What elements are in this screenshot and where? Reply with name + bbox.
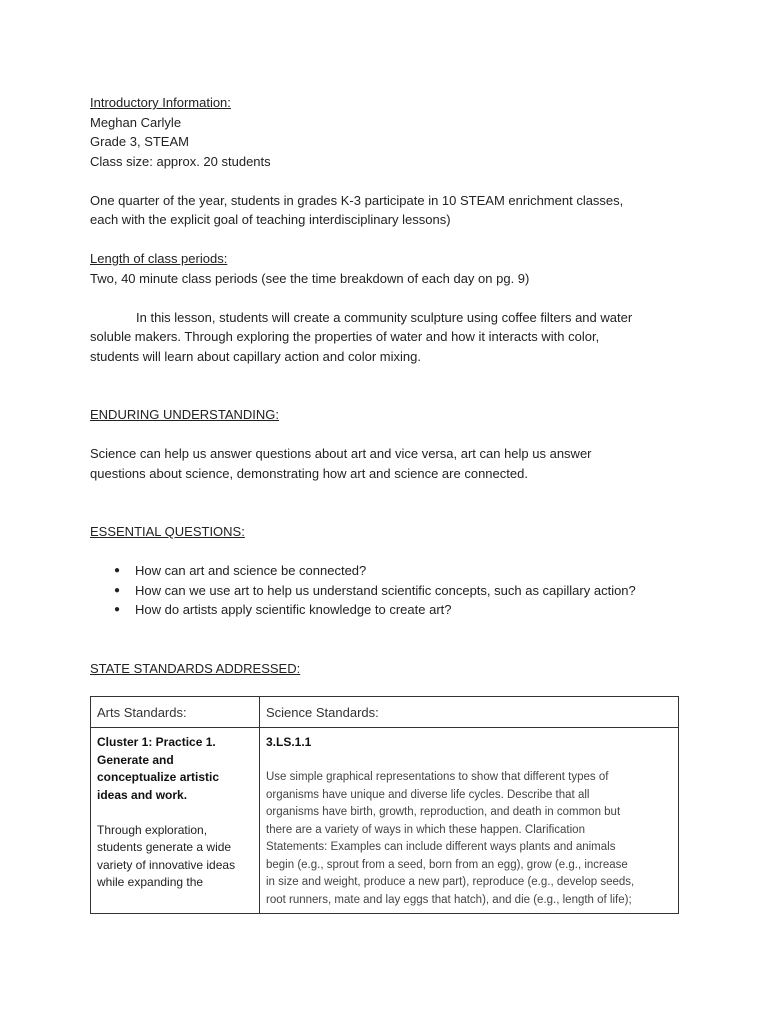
arts-title-line: Generate and [97,752,174,767]
bullet-icon: ● [114,565,121,576]
lesson-text-line2: soluble makers. Through exploring the properties of water and how it interacts with color, [90,329,600,344]
science-body-line: organisms have unique and diverse life cycles. Describe that all [266,788,590,801]
arts-body-line: variety of innovative ideas [97,857,236,872]
science-body-line: Use simple graphical representations to show that different types of [266,771,609,783]
periods-heading: Length of class periods: [90,251,228,266]
science-standard-body [266,769,672,909]
lesson-text-line1: In this lesson, students will create a community sculpture using coffee filters and water [136,309,633,325]
science-body-line: root runners, mate and lay eggs that hatch), and die (e.g., length of life); [266,893,632,906]
science-column-header: Science Standards: [260,697,679,728]
arts-body-line: Through exploration, [97,822,208,837]
list-item [90,600,680,620]
enduring-text-line1: Science can help us answer questions about art and vice versa, art can help us answer [90,446,592,461]
class-size: Class size: approx. 20 students [90,153,271,169]
table-header-row [91,697,679,728]
bullet-icon: ● [114,604,121,615]
overview-text-line1: One quarter of the year, students in grades K-3 participate in 10 STEAM enrichment classes, [90,192,624,208]
arts-standard-title [97,734,253,804]
arts-standard-cell [91,728,260,914]
teacher-name: Meghan Carlyle [90,114,182,130]
standards-heading: STATE STANDARDS ADDRESSED: [90,660,301,676]
arts-title-line: ideas and work. [97,787,188,802]
list-item [90,561,680,581]
arts-title-line: Cluster 1: Practice 1. [97,735,216,749]
arts-column-header: Arts Standards: [91,697,260,728]
science-standard-code: 3.LS.1.1 [266,735,312,749]
arts-standard-body [97,822,253,892]
bullet-icon: ● [114,584,121,596]
standards-table [90,696,679,914]
science-body-line: Statements: Examples can include different ways plants and animals [266,841,616,853]
list-item [90,581,680,601]
enduring-heading: ENDURING UNDERSTANDING: [90,407,279,422]
periods-text: Two, 40 minute class periods (see the time breakdown of each day on pg. 9) [90,270,530,286]
essential-questions-list [90,561,680,620]
question-text: How can we use art to help us understand scientific concepts, such as capillary action? [135,582,636,598]
overview-text-line2: each with the explicit goal of teaching interdisciplinary lessons) [90,212,451,227]
intro-heading: Introductory Information: [90,95,231,110]
lesson-text-line3: students will learn about capillary action and color mixing. [90,348,421,364]
grade-info: Grade 3, STEAM [90,134,189,149]
science-body-line: in size and weight, produce a new part), reproduce (e.g., develop seeds, [266,876,635,888]
science-body-line: organisms have birth, growth, reproduction, and death in common but [266,806,621,818]
science-body-line: begin (e.g., sprout from a seed, born from an egg), grow (e.g., increase [266,858,628,871]
enduring-text-line2: questions about science, demonstrating how art and science are connected. [90,465,528,481]
arts-body-line: students generate a wide [97,840,232,854]
science-body-line: there are a variety of ways in which these happen. Clarification [266,823,585,836]
question-text: How can art and science be connected? [135,563,367,578]
science-standard-cell [260,728,679,914]
arts-body-line: while expanding the [97,875,204,889]
table-row [91,728,679,914]
document-page [90,93,680,914]
arts-title-line: conceptualize artistic [97,770,220,784]
essential-heading: ESSENTIAL QUESTIONS: [90,524,245,539]
question-text: How do artists apply scientific knowledge to create art? [135,602,452,617]
